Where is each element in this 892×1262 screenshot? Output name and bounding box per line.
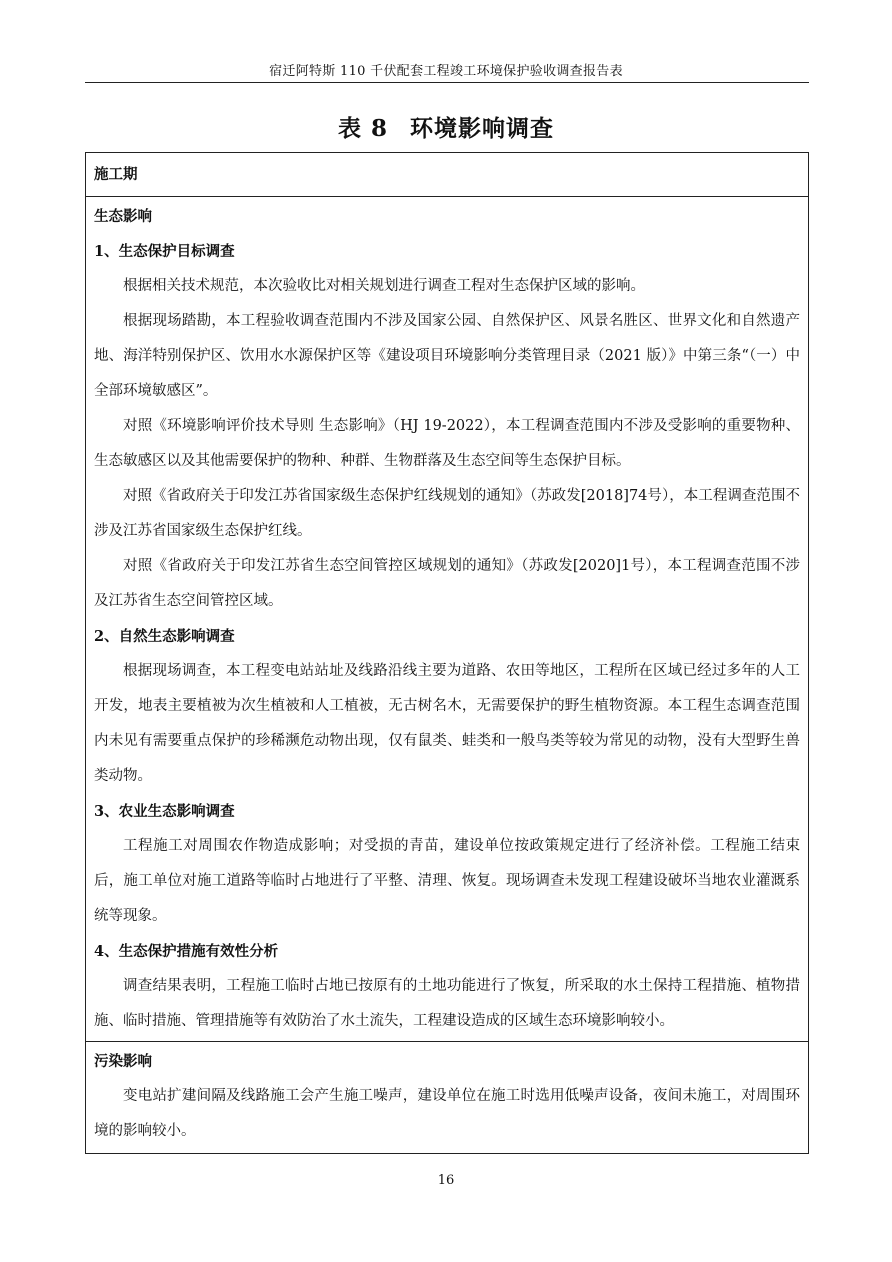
header-rule <box>85 82 809 83</box>
page-title <box>0 113 892 145</box>
section-1-paragraph: 根据现场踏勘，本工程验收调查范围内不涉及国家公园、自然保护区、风景名胜区、世界文化和自然遗产地、海洋特别保护区、饮用水水源保护区等《建设项目环境影响分类管理目录（2021 版）》中第三条“（一）中全部环境敏感区”。 <box>94 313 800 399</box>
section-1-paragraph: 对照《环境影响评价技术导则 生态影响》（HJ 19-2022），本工程调查范围内不涉及受影响的重要物种、生态敏感区以及其他需要保护的物种、种群、生物群落及生态空间等生态保护目标。 <box>94 418 800 469</box>
section-4-paragraph: 调查结果表明，工程施工临时占地已按原有的土地功能进行了恢复，所采取的水土保持工程措施、植物措施、临时措施、管理措施等有效防治了水土流失，工程建设造成的区域生态环境影响较小。 <box>94 978 800 1029</box>
pollution-impact-section <box>86 1041 808 1153</box>
section-3-paragraph: 工程施工对周围农作物造成影响；对受损的青苗，建设单位按政策规定进行了经济补偿。工程施工结束后，施工单位对施工道路等临时占地进行了平整、清理、恢复。现场调查未发现工程建设破坏当地农业灌溉系统等现象。 <box>94 838 800 924</box>
table-number: 表 8 <box>337 115 388 142</box>
section-1-paragraph: 对照《省政府关于印发江苏省生态空间管控区域规划的通知》（苏政发[2020]1号），本工程调查范围不涉及江苏省生态空间管控区域。 <box>94 558 800 609</box>
pollution-impact-heading: 污染影响 <box>94 1053 152 1070</box>
page-number: 16 <box>437 1173 455 1188</box>
section-1-paragraph: 根据相关技术规范，本次验收比对相关规划进行调查工程对生态保护区域的影响。 <box>123 278 645 294</box>
section-2-heading: 2、自然生态影响调查 <box>94 628 235 645</box>
section-1-paragraph: 对照《省政府关于印发江苏省国家级生态保护红线规划的通知》（苏政发[2018]74号），本工程调查范围不涉及江苏省国家级生态保护红线。 <box>94 488 800 539</box>
section-2-paragraph: 根据现场调查，本工程变电站站址及线路沿线主要为道路、农田等地区，工程所在区域已经过多年的人工开发，地表主要植被为次生植被和人工植被，无古树名木，无需要保护的野生植物资源。本工程生态调查范围内未见有需要重点保护的珍稀濒危动物出现，仅有鼠类、蛙类和一般鸟类等较为常见的动物，没有大型野生兽类动物。 <box>94 663 800 784</box>
report-header: 宿迁阿特斯 110 千伏配套工程竣工环境保护验收调查报告表 <box>269 64 623 79</box>
ecological-impact-section <box>86 196 808 1041</box>
section-1-heading: 1、生态保护目标调查 <box>94 243 235 260</box>
section-3-heading: 3、农业生态影响调查 <box>94 803 235 820</box>
construction-period-row: 施工期 <box>94 166 138 183</box>
table-title: 环境影响调查 <box>410 115 554 142</box>
eco-impact-heading: 生态影响 <box>94 208 152 225</box>
section-4-heading: 4、生态保护措施有效性分析 <box>94 943 279 960</box>
survey-table <box>85 152 809 1154</box>
pollution-paragraph: 变电站扩建间隔及线路施工会产生施工噪声，建设单位在施工时选用低噪声设备，夜间未施工，对周围环境的影响较小。 <box>94 1088 800 1139</box>
